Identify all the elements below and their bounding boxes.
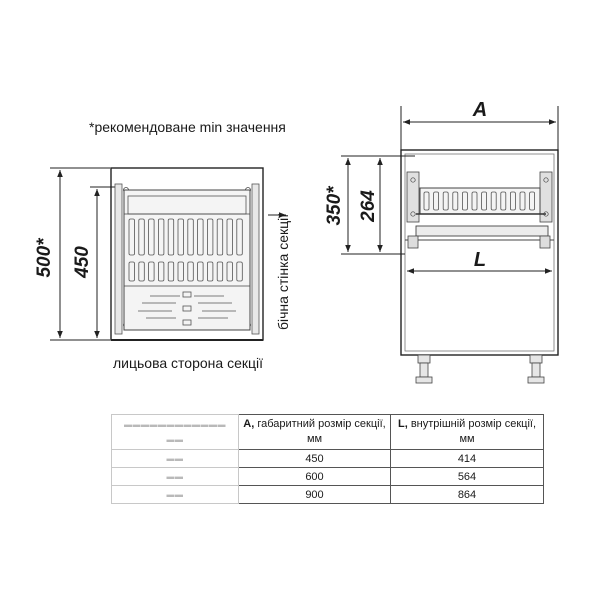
dim-inner-height-label: 450: [72, 246, 93, 278]
dim-inner-width-label: L: [473, 249, 487, 271]
drawer-runner: [416, 226, 548, 236]
left-runner: [115, 184, 122, 334]
section-view: [324, 99, 558, 383]
table-header-row: [112, 415, 544, 450]
front-side-caption: лицьова сторона секції: [113, 355, 263, 371]
table-cell-model: ▬▬: [112, 450, 239, 468]
table-row: [112, 486, 544, 504]
front-view: [34, 168, 291, 371]
table-cell-l: 864: [391, 486, 544, 504]
dim-basket-height-label: 264: [358, 190, 379, 222]
table-cell-l: 414: [391, 450, 544, 468]
section-size-table: [111, 414, 544, 504]
dim-total-height-label: 500*: [34, 238, 55, 278]
table-cell-a: 900: [239, 486, 391, 504]
table-cell-a: 600: [239, 468, 391, 486]
table-header-l: L, внутрішній розмір секції, мм: [391, 415, 544, 450]
basket-outline: [124, 190, 250, 330]
dim-clearance-label: 350*: [324, 186, 345, 226]
table-header-model: ▬▬▬▬▬▬▬▬▬▬▬▬ ▬▬: [112, 415, 239, 450]
right-runner: [252, 184, 259, 334]
recommended-min-note: *рекомендоване min значення: [89, 119, 286, 135]
table-row: [112, 450, 544, 468]
table-cell-a: 450: [239, 450, 391, 468]
table-row: [112, 468, 544, 486]
side-wall-caption: бічна стінка секції: [275, 213, 291, 330]
table-cell-model: ▬▬: [112, 468, 239, 486]
table-header-a: A, габаритний розмір секції, мм: [239, 415, 391, 450]
dim-outer-width-label: A: [472, 99, 488, 121]
cabinet-legs: [416, 355, 544, 383]
table-cell-l: 564: [391, 468, 544, 486]
table-cell-model: ▬▬: [112, 486, 239, 504]
